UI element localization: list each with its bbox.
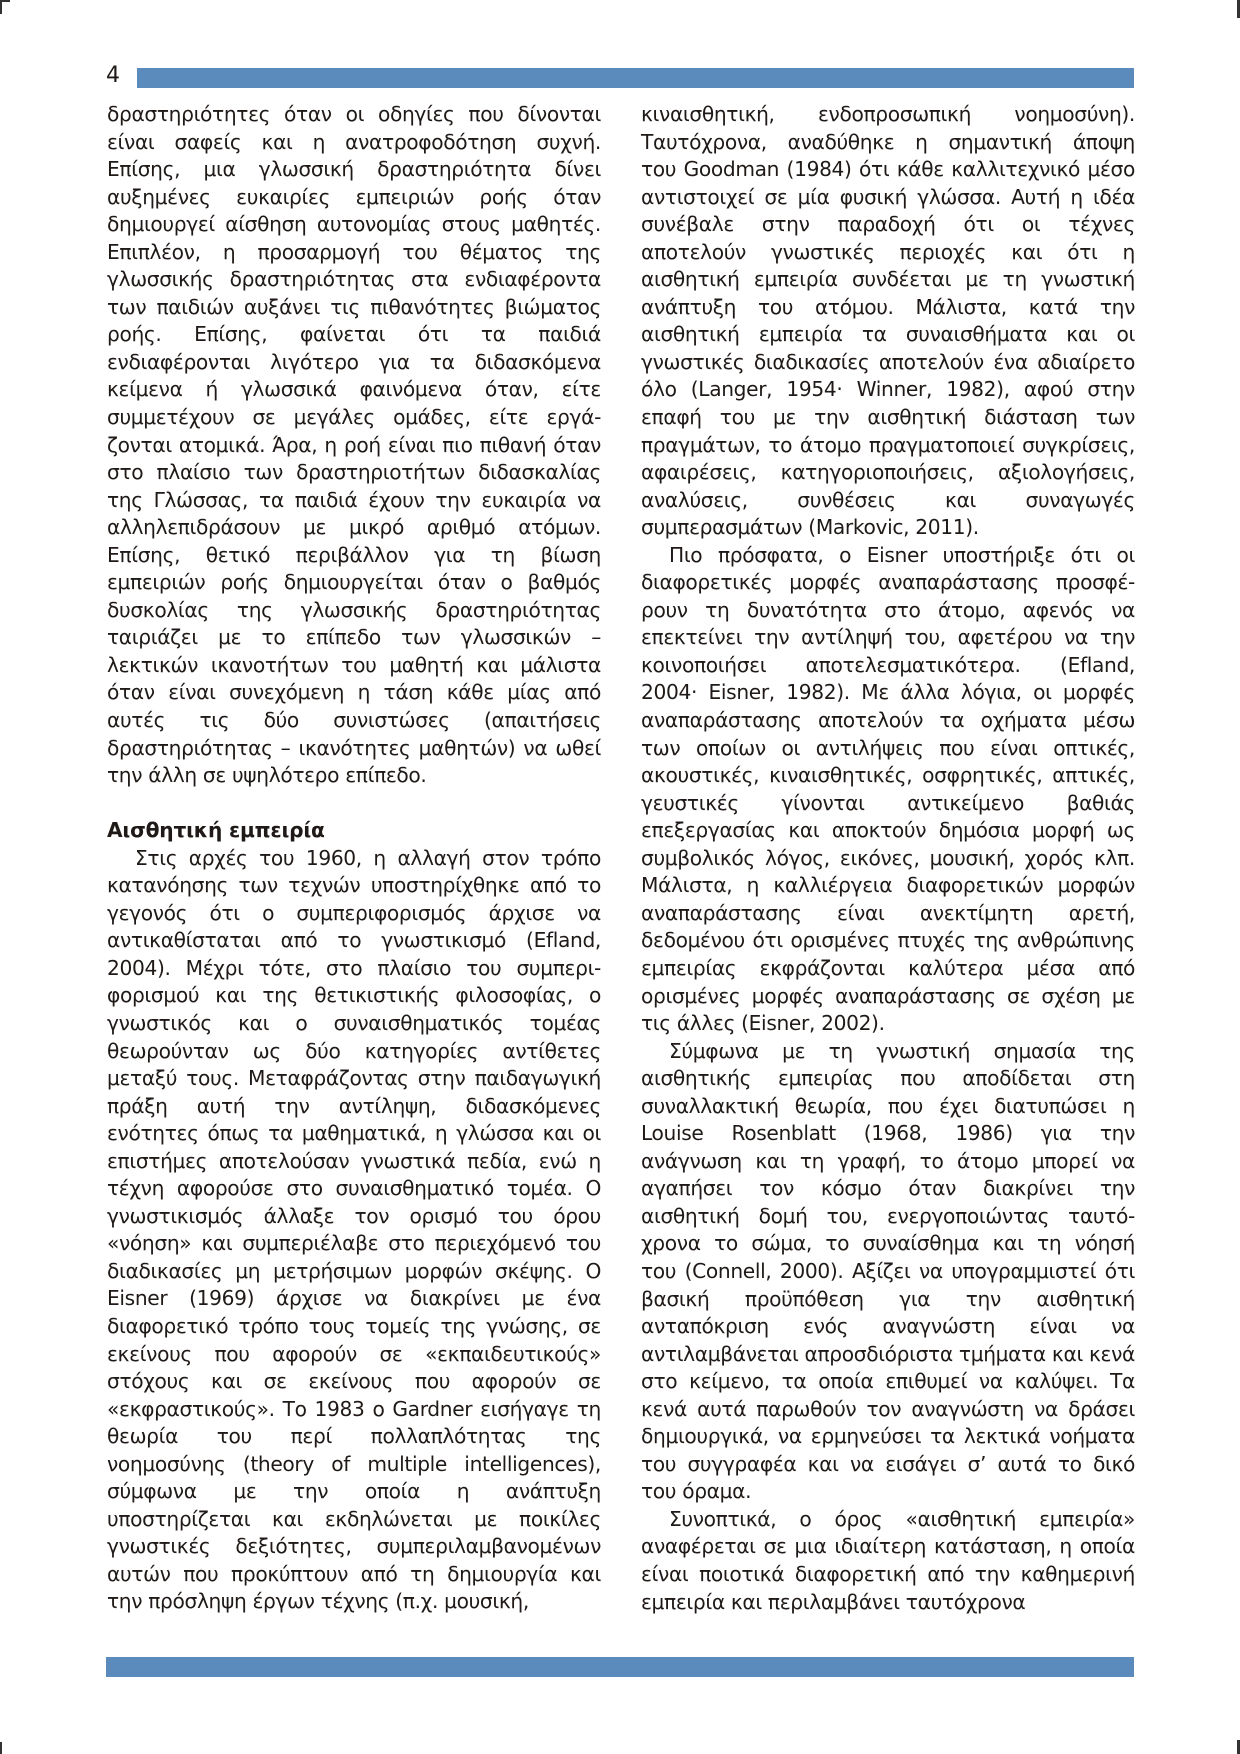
text-line: ενδιαφέρονται λιγότερο για τα διδασκόμενα — [107, 349, 601, 374]
text-line: συμβολικός λόγος, εικόνες, μουσική, χορός κλπ. — [641, 845, 1135, 870]
text-line: του όραμα. — [641, 1479, 752, 1504]
text-line: στόχους και σε εκείνους που αφορούν σε — [107, 1369, 601, 1394]
text-line: Επιπλέον, η προσαρμογή του θέματος της — [107, 239, 601, 264]
text-line: αναπαράστασης είναι ανεκτίμητη αρετή, — [641, 900, 1135, 925]
text-line: αυτές τις δύο συνιστώσες (απαιτήσεις — [107, 708, 601, 733]
text-line: ενότητες όπως τα μαθηματικά, η γλώσσα και οι — [107, 1121, 601, 1146]
text-line: Louise Rosenblatt (1968, 1986) για την — [641, 1121, 1135, 1146]
text-line: αυξημένες ευκαιρίες εμπειριών ροής όταν — [107, 184, 601, 209]
text-line: ζονται ατομικά. Άρα, η ροή είναι πιο πιθανή όταν — [107, 432, 601, 457]
text-line: υποστηρίζεται και εκδηλώνεται με ποικίλες — [107, 1506, 601, 1531]
text-line: Μάλιστα, η καλλιέργεια διαφορετικών μορφών — [641, 873, 1135, 898]
paragraph — [641, 1506, 1135, 1616]
header-bar — [137, 68, 1134, 88]
text-line: εμπειρίας εκφράζονται καλύτερα μέσα από — [641, 955, 1135, 980]
text-line: δραστηριότητας – ικανότητες μαθητών) να ωθεί — [107, 735, 601, 760]
text-line: γλωσσικής δραστηριότητας στα ενδιαφέροντα — [107, 267, 601, 292]
text-line: των οποίων οι αντιλήψεις που είναι οπτικές, — [641, 735, 1135, 760]
text-line: γευστικές γίνονται αντικείμενο βαθιάς — [641, 790, 1135, 815]
text-line: δυσκολίας της γλωσσικής δραστηριότητας — [107, 597, 601, 622]
text-line: Επίσης, θετικό περιβάλλον για τη βίωση — [107, 542, 601, 567]
text-line: φορισμού και της θετικιστικής φιλοσοφίας, ο — [107, 983, 601, 1008]
text-line: μεταξύ τους. Μεταφράζοντας στην παιδαγωγική — [107, 1066, 601, 1091]
text-line: Σύμφωνα με τη γνωστική σημασία της — [669, 1038, 1135, 1063]
text-line: δραστηριότητες όταν οι οδηγίες που δίνονται — [107, 102, 601, 126]
text-line: αλληλεπιδράσουν με μικρό αριθμό ατόμων. — [107, 515, 601, 540]
text-line: κείμενα ή γλωσσικά φαινόμενα όταν, είτε — [107, 377, 601, 402]
text-line: κενά αυτά παρωθούν τον αναγνώστη να δράσει — [641, 1396, 1135, 1421]
text-line: αποτελούν γνωστικές περιοχές και ότι η — [641, 239, 1135, 264]
text-line: 2004· Eisner, 1982). Με άλλα λόγια, οι μορφές — [641, 680, 1135, 705]
text-line: αφαιρέσεις, κατηγοριοποιήσεις, αξιολογήσεις, — [641, 460, 1135, 485]
text-line: αγαπήσει τον κόσμο όταν διακρίνει την — [641, 1176, 1135, 1201]
text-line: επαφή του με την αισθητική διάσταση των — [641, 405, 1135, 430]
right-column — [641, 101, 1135, 1616]
text-line: αναπαράστασης αποτελούν τα οχήματα μέσω — [641, 708, 1135, 733]
text-line: του Goodman (1984) ότι κάθε καλλιτεχνικό μέσο — [641, 157, 1135, 182]
text-line: στο κείμενο, τα οποία επιθυμεί να καλύψει. Τα — [641, 1369, 1135, 1394]
text-line: αισθητικής εμπειρίας που αποδίδεται στη — [641, 1066, 1135, 1091]
text-line: όταν είναι συνεχόμενη η τάση κάθε μίας από — [107, 680, 601, 705]
text-line: την πρόσληψη έργων τέχνης (π.χ. μουσική, — [107, 1589, 529, 1614]
text-line: δεδομένου ότι ορισμένες πτυχές της ανθρώπινης — [641, 928, 1135, 953]
text-line: επιστήμες αποτελούσαν γνωστικά πεδία, ενώ η — [107, 1148, 601, 1173]
text-line: του (Connell, 2000). Αξίζει να υπογραμμιστεί ότι — [641, 1258, 1135, 1283]
text-line: νοημοσύνης (theory of multiple intelligences), — [107, 1451, 601, 1476]
text-line: ανάπτυξη του ατόμου. Μάλιστα, κατά την — [641, 294, 1135, 319]
left-column — [107, 101, 601, 1616]
paragraph — [107, 101, 601, 790]
text-line: χρονα το σώμα, το συναίσθημα και τη νόησή — [641, 1231, 1135, 1256]
text-line: διαφορετικό τρόπο τους τομείς της γνώσης, σε — [107, 1314, 601, 1339]
text-line: πραγμάτων, το άτομο πραγματοποιεί συγκρίσεις, — [641, 432, 1135, 457]
text-line: αισθητική εμπειρία τα συναισθήματα και οι — [641, 322, 1135, 347]
text-line: αισθητική δομή του, ενεργοποιώντας ταυτό- — [641, 1203, 1135, 1228]
text-line: συνέβαλε στην παραδοχή ότι οι τέχνες — [641, 212, 1135, 237]
text-line: επεκτείνει την αντίληψή του, αφετέρου να την — [641, 625, 1135, 650]
text-line: εμπειριών ροής δημιουργείται όταν ο βαθμός — [107, 570, 601, 595]
text-line: Επίσης, μια γλωσσική δραστηριότητα δίνει — [107, 157, 601, 182]
text-line: την άλλη σε υψηλότερο επίπεδο. — [107, 763, 427, 788]
paragraph — [641, 1038, 1135, 1506]
text-line: είναι ποιοτικά διαφορετική από την καθημερινή — [641, 1561, 1135, 1586]
text-line: διαδικασίες μη μετρήσιμων μορφών σκέψης. Ο — [107, 1258, 601, 1283]
text-line: γνωστικός και ο συναισθηματικός τομέας — [107, 1011, 601, 1035]
text-line: γνωστικές δεξιότητες, συμπεριλαμβανομένων — [107, 1534, 601, 1559]
text-line: θεωρούνταν ως δύο κατηγορίες αντίθετες — [107, 1038, 601, 1063]
crop-mark-top-left — [0, 0, 2, 14]
text-line: ανταπόκριση ενός αναγνώστη είναι να — [641, 1314, 1135, 1339]
text-line: ανάγνωση και τη γραφή, το άτομο μπορεί να — [641, 1148, 1135, 1173]
text-line: διαφορετικές μορφές αναπαράστασης προσφέ- — [641, 570, 1135, 595]
text-line: αναφέρεται σε μια ιδιαίτερη κατάσταση, η οποία — [641, 1534, 1135, 1559]
text-line: σύμφωνα με την οποία η ανάπτυξη — [107, 1479, 601, 1504]
crop-mark-bottom-left — [0, 1742, 2, 1754]
text-line: Eisner (1969) άρχισε να διακρίνει με ένα — [107, 1286, 601, 1311]
text-line: εκείνους που αφορούν σε «εκπαιδευτικούς» — [107, 1341, 601, 1366]
text-line: αντιστοιχεί σε μία φυσική γλώσσα. Αυτή η ιδέα — [641, 184, 1135, 209]
text-line: Ταυτόχρονα, αναδύθηκε η σημαντική άποψη — [641, 129, 1135, 154]
text-line: τις άλλες (Eisner, 2002). — [641, 1011, 885, 1036]
text-line: ροής. Επίσης, φαίνεται ότι τα παιδιά — [107, 322, 601, 347]
text-line: ακουστικές, κιναισθητικές, οσφρητικές, απτικές, — [641, 763, 1135, 788]
text-line: πράξη αυτή την αντίληψη, διδασκόμενες — [107, 1093, 601, 1118]
text-line: αντιλαμβάνεται απροσδιόριστα τμήματα και κενά — [641, 1341, 1135, 1366]
text-line: «εκφραστικούς». Το 1983 ο Gardner εισήγαγε τη — [107, 1396, 601, 1421]
text-line: του συγγραφέα και να εισάγει σ’ αυτά το δικό — [641, 1451, 1135, 1476]
text-line: συμπερασμάτων (Markovic, 2011). — [641, 515, 979, 540]
text-line: Συνοπτικά, ο όρος «αισθητική εμπειρία» — [669, 1506, 1135, 1531]
text-line: στο πλαίσιο των δραστηριοτήτων διδασκαλίας — [107, 460, 601, 485]
text-line: γνωστικισμός άλλαξε τον ορισμό του όρου — [107, 1203, 601, 1228]
text-line: τέχνη αφορούσε στο συναισθηματικό τομέα. Ο — [107, 1176, 601, 1201]
paragraph — [107, 845, 601, 1616]
text-line: γνωστικές διαδικασίες αποτελούν ένα αδιαίρετο — [641, 349, 1135, 374]
text-line: θεωρία του περί πολλαπλότητας της — [107, 1424, 601, 1449]
page-number: 4 — [106, 63, 120, 88]
text-line: της Γλώσσας, τα παιδιά έχουν την ευκαιρία να — [107, 487, 601, 512]
paragraph — [641, 101, 1135, 542]
text-line: κιναισθητική, ενδοπροσωπική νοημοσύνη). — [641, 102, 1135, 126]
text-line: βασική προϋπόθεση για την αισθητική — [641, 1286, 1135, 1311]
text-line: Στις αρχές του 1960, η αλλαγή στον τρόπο — [135, 845, 601, 870]
text-line: αισθητική εμπειρία συνδέεται με τη γνωστική — [641, 267, 1135, 292]
text-line: ρουν τη δυνατότητα στο άτομο, αφενός να — [641, 597, 1135, 622]
text-line: ταιριάζει με το επίπεδο των γλωσσικών – — [107, 625, 601, 650]
text-line: είναι σαφείς και η ανατροφοδότηση συχνή. — [107, 129, 601, 154]
text-line: κοινοποιήσει αποτελεσματικότερα. (Efland, — [641, 652, 1135, 677]
text-line: δημιουργεί αίσθηση αυτονομίας στους μαθητές. — [107, 212, 601, 237]
text-line: συμμετέχουν σε μεγάλες ομάδες, είτε εργά- — [107, 405, 601, 430]
text-line: δημιουργικά, να ερμηνεύσει τα λεκτικά νοήματα — [641, 1424, 1135, 1449]
text-line: εμπειρία και περιλαμβάνει ταυτόχρονα — [641, 1589, 1026, 1614]
text-line: των παιδιών αυξάνει τις πιθανότητες βιώματος — [107, 294, 601, 319]
text-line: γεγονός ότι ο συμπεριφορισμός άρχισε να — [107, 900, 601, 925]
text-line: αναλύσεις, συνθέσεις και συναγωγές — [641, 487, 1135, 512]
text-line: όλο (Langer, 1954· Winner, 1982), αφού στην — [641, 377, 1135, 402]
text-line: αντικαθίσταται από το γνωστικισμό (Efland, — [107, 928, 601, 953]
text-line: «νόηση» και συμπεριέλαβε στο περιεχόμενό του — [107, 1231, 601, 1256]
section-heading: Αισθητική εμπειρία — [107, 818, 325, 843]
paragraph — [641, 542, 1135, 1038]
text-line: συναλλακτική θεωρία, που έχει διατυπώσει η — [641, 1093, 1135, 1118]
text-line: κατανόησης των τεχνών υποστηρίχθηκε από το — [107, 873, 601, 898]
text-line: επεξεργασίας και αποκτούν δημόσια μορφή ως — [641, 818, 1135, 843]
footer-bar — [106, 1657, 1134, 1677]
text-line: Πιο πρόσφατα, ο Eisner υποστήριξε ότι οι — [669, 542, 1135, 567]
text-line: αυτών που προκύπτουν από τη δημιουργία και — [107, 1561, 601, 1586]
text-line: ορισμένες μορφές αναπαράστασης σε σχέση με — [641, 983, 1135, 1008]
text-line: 2004). Μέχρι τότε, στο πλαίσιο του συμπερι- — [107, 955, 601, 980]
text-line: λεκτικών ικανοτήτων του μαθητή και μάλιστα — [107, 652, 601, 677]
